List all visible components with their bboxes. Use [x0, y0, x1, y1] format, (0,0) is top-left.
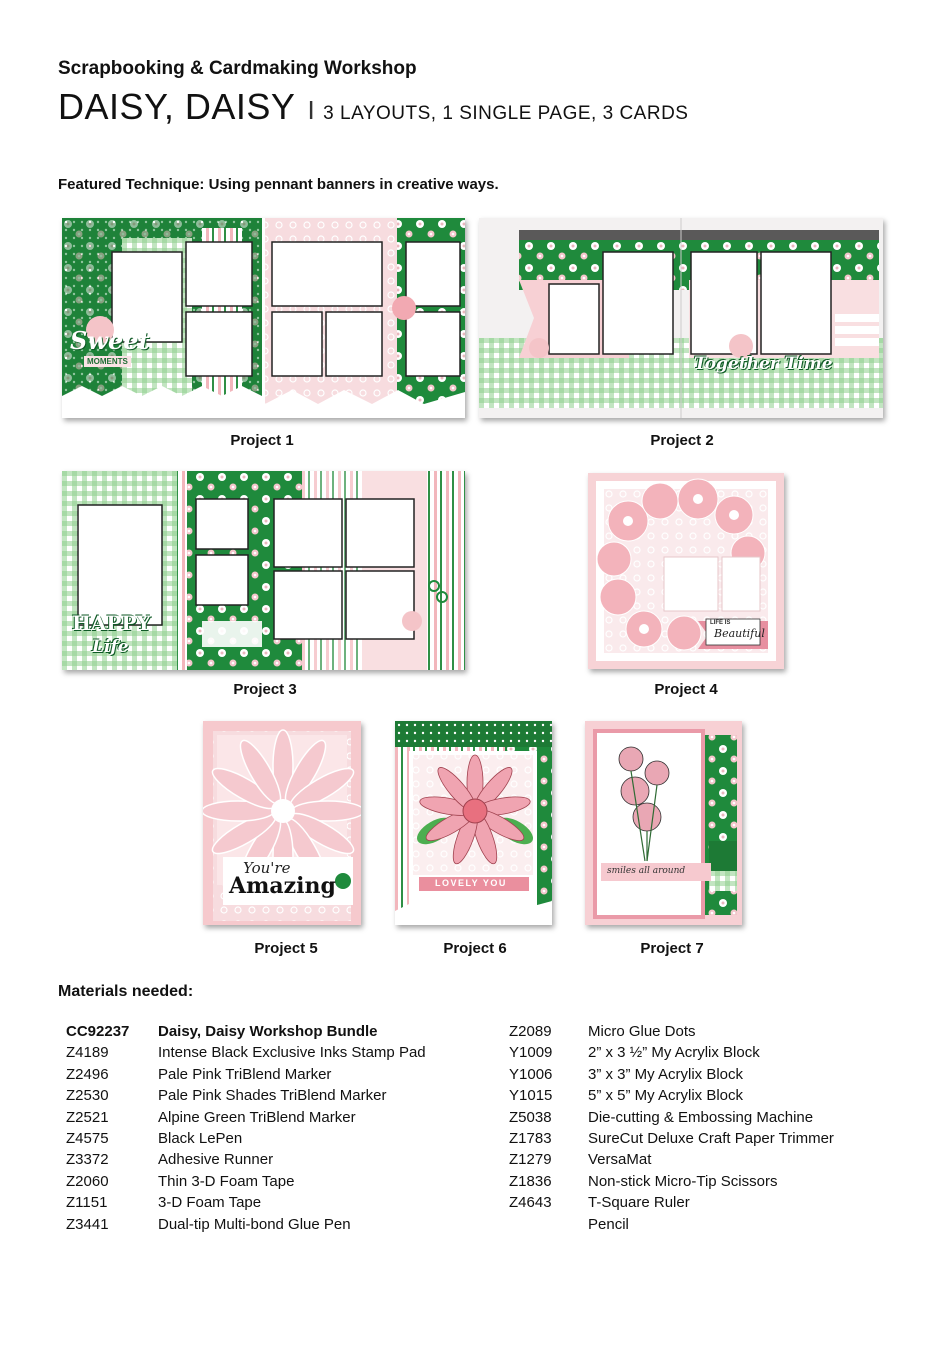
project-3-embellishment-2: Life	[92, 637, 129, 657]
project-3-caption: Project 3	[233, 681, 297, 698]
material-code: Z1783	[509, 1130, 552, 1148]
material-code: Z4575	[66, 1130, 109, 1148]
project-4-photo	[588, 473, 784, 669]
material-code: Z5038	[509, 1108, 552, 1126]
page-title	[58, 86, 688, 128]
material-code: Z1836	[509, 1172, 552, 1190]
material-name: Alpine Green TriBlend Marker	[158, 1108, 356, 1126]
materials-right-list	[509, 1021, 834, 1235]
material-item	[66, 1128, 426, 1149]
material-item	[509, 1149, 834, 1170]
material-item	[509, 1021, 834, 1042]
project-1-embellishment-2: MOMENTS	[84, 356, 131, 367]
project-7-caption: Project 7	[640, 940, 704, 957]
material-name: 2” x 3 ½” My Acrylix Block	[588, 1044, 760, 1062]
material-name: VersaMat	[588, 1151, 652, 1169]
material-code: Z2530	[66, 1087, 109, 1105]
material-item	[66, 1171, 426, 1192]
material-code: Z4189	[66, 1044, 109, 1062]
material-name: T-Square Ruler	[588, 1194, 690, 1212]
material-item	[66, 1107, 426, 1128]
material-item	[66, 1192, 426, 1213]
material-name: Dual-tip Multi-bond Glue Pen	[158, 1215, 351, 1233]
material-item	[509, 1107, 834, 1128]
workshop-subtitle: Scrapbooking & Cardmaking Workshop	[58, 58, 417, 79]
material-name: Pale Pink Shades TriBlend Marker	[158, 1087, 387, 1105]
material-name: Pale Pink TriBlend Marker	[158, 1065, 332, 1083]
material-code: Z3372	[66, 1151, 109, 1169]
material-item	[66, 1021, 426, 1042]
project-3-embellishment: HAPPY	[72, 611, 151, 635]
material-item	[509, 1064, 834, 1085]
project-4-caption: Project 4	[654, 681, 718, 698]
project-6-caption: Project 6	[443, 940, 507, 957]
material-name: Micro Glue Dots	[588, 1023, 696, 1040]
material-code: Z2060	[66, 1172, 109, 1190]
material-name: Intense Black Exclusive Inks Stamp Pad	[158, 1044, 426, 1062]
project-3-photo	[62, 471, 465, 670]
material-name: SureCut Deluxe Craft Paper Trimmer	[588, 1130, 834, 1148]
project-6-embellishment: LOVELY YOU	[435, 878, 507, 888]
material-item	[66, 1149, 426, 1170]
project-2-photo	[479, 218, 883, 418]
material-code: Z2521	[66, 1108, 109, 1126]
material-name: Adhesive Runner	[158, 1151, 274, 1169]
material-item	[66, 1214, 426, 1235]
material-name: 3-D Foam Tape	[158, 1194, 262, 1212]
material-code: Y1009	[509, 1044, 553, 1062]
material-code: Z1279	[509, 1151, 552, 1169]
material-code: Z4643	[509, 1194, 552, 1212]
material-code: CC92237	[66, 1023, 130, 1040]
project-7-embellishment: smiles all around	[607, 866, 686, 876]
material-name: 3” x 3” My Acrylix Block	[588, 1065, 744, 1083]
project-5-embellishment-2: Amazing	[229, 873, 336, 899]
project-6-photo	[395, 721, 552, 925]
material-name: Black LePen	[158, 1130, 243, 1148]
title-main: DAISY, DAISY	[58, 86, 296, 127]
material-item	[509, 1192, 834, 1213]
material-name: Thin 3-D Foam Tape	[158, 1172, 295, 1190]
material-code: Z2089	[509, 1023, 552, 1040]
project-2-embellishment: Together Time	[694, 354, 833, 374]
material-name: 5” x 5” My Acrylix Block	[588, 1087, 744, 1105]
material-item	[509, 1085, 834, 1106]
project-4-embellishment-2: Beautiful	[714, 627, 765, 640]
material-item	[509, 1128, 834, 1149]
material-item	[66, 1042, 426, 1063]
material-name: Non-stick Micro-Tip Scissors	[588, 1172, 778, 1190]
material-item	[509, 1042, 834, 1063]
project-2-caption: Project 2	[650, 432, 714, 449]
project-5-photo	[203, 721, 361, 925]
project-7-photo	[585, 721, 742, 925]
material-code	[509, 1214, 588, 1235]
title-subtitle: 3 LAYOUTS, 1 SINGLE PAGE, 3 CARDS	[323, 103, 689, 124]
featured-technique: Featured Technique: Using pennant banners in creative ways.	[58, 176, 499, 193]
material-code: Z1151	[66, 1194, 108, 1212]
project-5-embellishment: You're	[243, 859, 291, 877]
material-name: Die-cutting & Embossing Machine	[588, 1108, 814, 1126]
material-name: Pencil	[588, 1215, 629, 1233]
material-item	[509, 1171, 834, 1192]
project-1-caption: Project 1	[230, 432, 294, 449]
project-1-photo	[62, 218, 465, 418]
material-code: Z2496	[66, 1065, 109, 1083]
project-1-embellishment: Sweet	[70, 326, 150, 355]
material-code: Y1006	[509, 1065, 553, 1083]
material-item	[66, 1064, 426, 1085]
title-separator: I	[307, 95, 316, 125]
materials-left-list	[66, 1021, 426, 1235]
material-name: Daisy, Daisy Workshop Bundle	[158, 1023, 378, 1040]
materials-heading: Materials needed:	[58, 983, 194, 1000]
project-4-embellishment: LIFE IS	[710, 620, 731, 626]
material-code: Y1015	[509, 1087, 553, 1105]
material-item	[509, 1214, 834, 1235]
material-code: Z3441	[66, 1215, 109, 1233]
material-item	[66, 1085, 426, 1106]
project-5-caption: Project 5	[254, 940, 318, 957]
